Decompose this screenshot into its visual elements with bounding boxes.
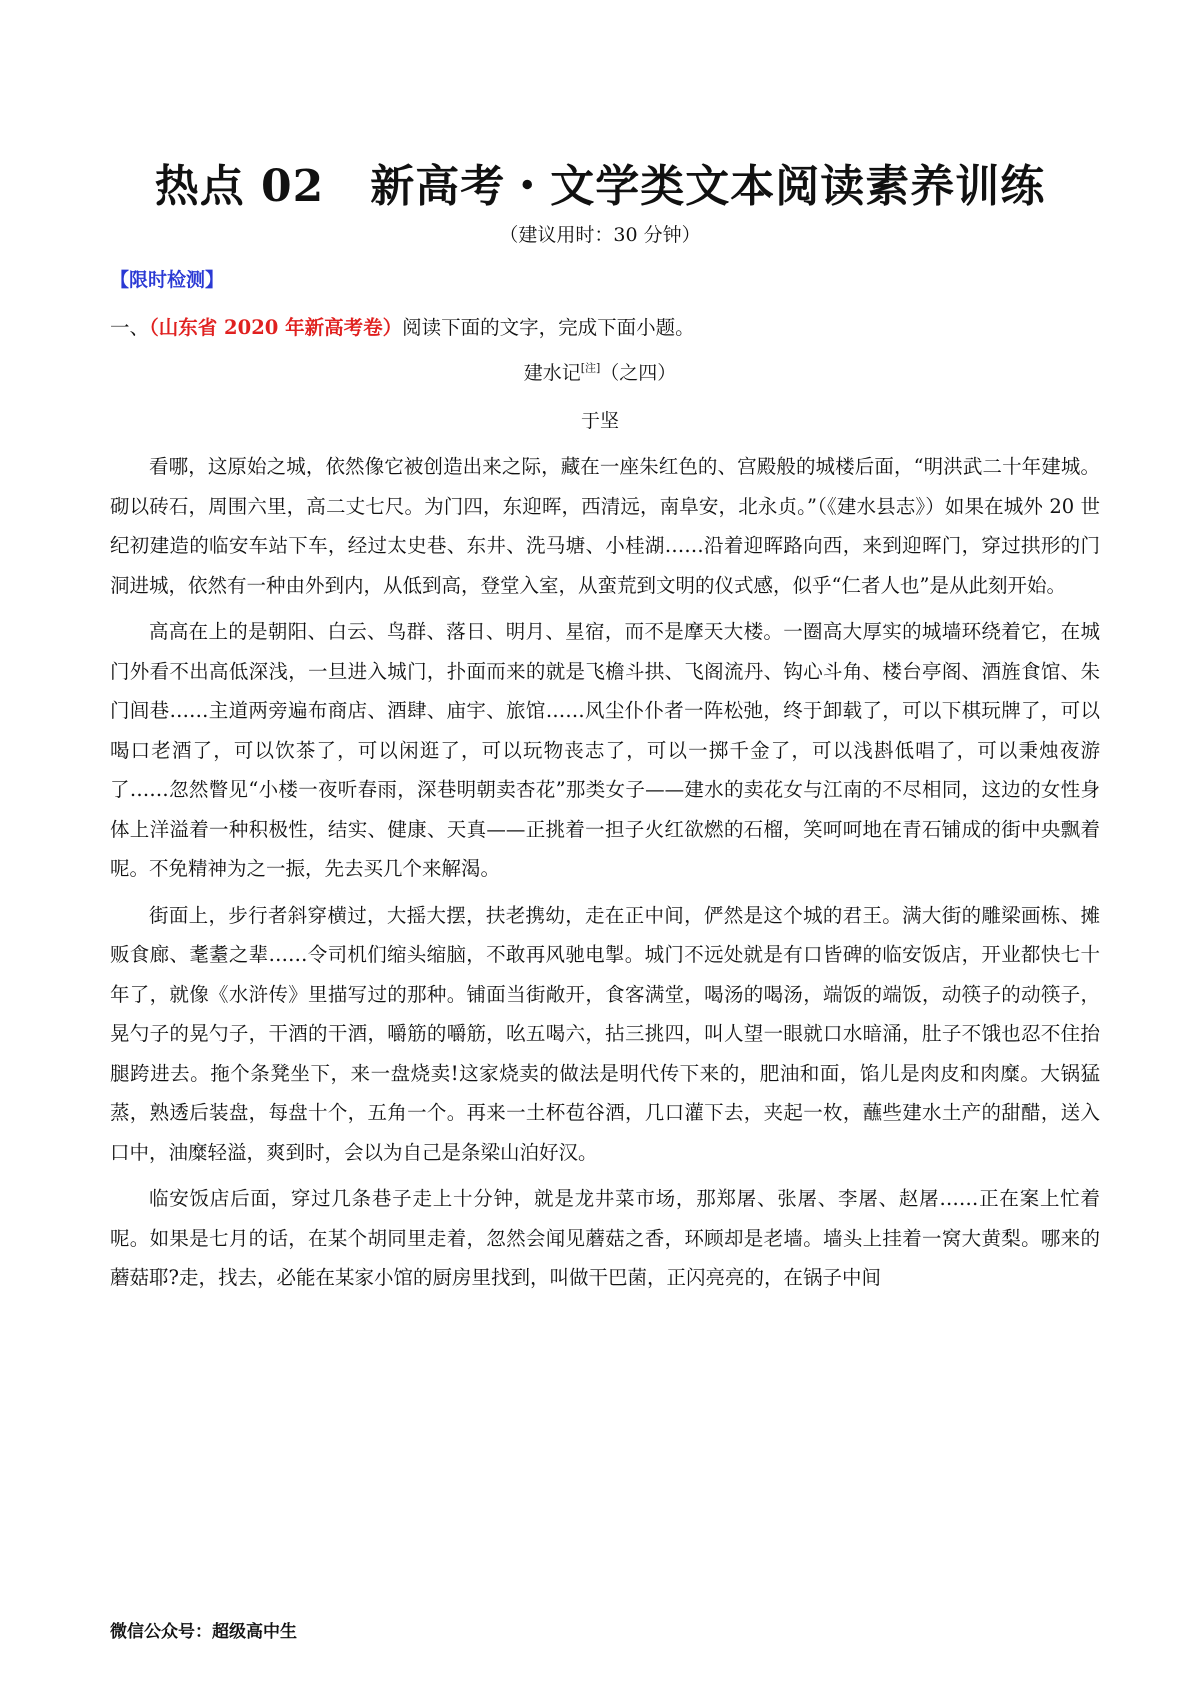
page-title	[0, 150, 1200, 214]
essay-title-text: 建水记	[523, 362, 581, 384]
essay-paragraph: 街面上，步行者斜穿横过，大摇大摆，扶老携幼，走在正中间，俨然是这个城的君王。满大街的雕梁画栋、摊贩食廊、耄耋之辈……令司机们缩头缩脑，不敢再风驰电掣。城门不远处就是有口皆碑的临安饭店，开业都快七十年了，就像《水浒传》里描写过的那种。铺面当街敞开，食客满堂，喝汤的喝汤，端饭的端饭，动筷子的动筷子，晃勺子的晃勺子，干酒的干酒，嚼筋的嚼筋，吆五喝六，拈三挑四，叫人望一眼就口水暗涌，肚子不饿也忍不住抬腿跨进去。拖个条凳坐下，来一盘烧卖!这家烧卖的做法是明代传下来的，肥油和面，馅儿是肉皮和肉糜。大锅猛蒸，熟透后装盘，每盘十个，五角一个。再来一土杯苞谷酒，几口灌下去，夹起一枚，蘸些建水土产的甜醋，送入口中，油糜轻溢，爽到时，会以为自己是条梁山泊好汉。	[110, 903, 1100, 1164]
question-number: 一、	[110, 316, 150, 339]
essay-paragraph: 临安饭店后面，穿过几条巷子走上十分钟，就是龙井菜市场，那郑屠、张屠、李屠、赵屠……正在案上忙着呢。如果是七月的话，在某个胡同里走着，忽然会闻见蘑菇之香，环顾却是老墙。墙头上挂着一窝大黄梨。哪来的蘑菇耶?走，找去，必能在某家小馆的厨房里找到，叫做干巴菌，正闪亮亮的，在锅子中间	[110, 1187, 1100, 1289]
question-source: （山东省 2020 年新高考卷）	[149, 316, 403, 339]
essay-title	[0, 358, 1200, 385]
title-topic-name: 新高考・文学类文本阅读素养训练	[370, 161, 1046, 212]
essay-subtitle: （之四）	[600, 362, 677, 384]
question-instruction: 阅读下面的文字，完成下面小题。	[402, 316, 695, 339]
essay-note-mark: [注]	[580, 361, 601, 375]
question-prompt	[110, 312, 695, 340]
essay-author: 于坚	[580, 410, 619, 432]
suggested-time: （建议用时：30 分钟）	[499, 224, 701, 246]
footer-wechat-account: 微信公众号：超级高中生	[110, 1622, 297, 1642]
essay-body	[110, 447, 1100, 1305]
title-topic-number: 热点 02	[154, 161, 325, 212]
section-label: 【限时检测】	[110, 269, 225, 291]
essay-paragraph: 高高在上的是朝阳、白云、鸟群、落日、明月、星宿，而不是摩天大楼。一圈高大厚实的城墙环绕着它，在城门外看不出高低深浅，一旦进入城门，扑面而来的就是飞檐斗拱、飞阁流丹、钩心斗角、楼台亭阁、酒旌食馆、朱门闾巷……主道两旁遍布商店、酒肆、庙宇、旅馆……风尘仆仆者一阵松弛，终于卸载了，可以下棋玩牌了，可以喝口老酒了，可以饮茶了，可以闲逛了，可以玩物丧志了，可以一掷千金了，可以浅斟低唱了，可以秉烛夜游了……忽然瞥见“小楼一夜听春雨，深巷明朝卖杏花”那类女子——建水的卖花女与江南的不尽相同，这边的女性身体上洋溢着一种积极性，结实、健康、天真——正挑着一担子火红欲燃的石榴，笑呵呵地在青石铺成的街中央飘着呢。不免精神为之一振，先去买几个来解渴。	[110, 620, 1100, 880]
essay-paragraph: 看哪，这原始之城，依然像它被创造出来之际，藏在一座朱红色的、宫殿般的城楼后面，“明洪武二十年建城。砌以砖石，周围六里，高二丈七尺。为门四，东迎晖，西清远，南阜安，北永贞。”（《建水县志》）如果在城外 20 世纪初建造的临安车站下车，经过太史巷、东井、洗马塘、小桂湖……沿着迎晖路向西，来到迎晖门，穿过拱形的门洞进城，依然有一种由外到内，从低到高，登堂入室，从蛮荒到文明的仪式感，似乎“仁者人也”是从此刻开始。	[110, 455, 1100, 597]
